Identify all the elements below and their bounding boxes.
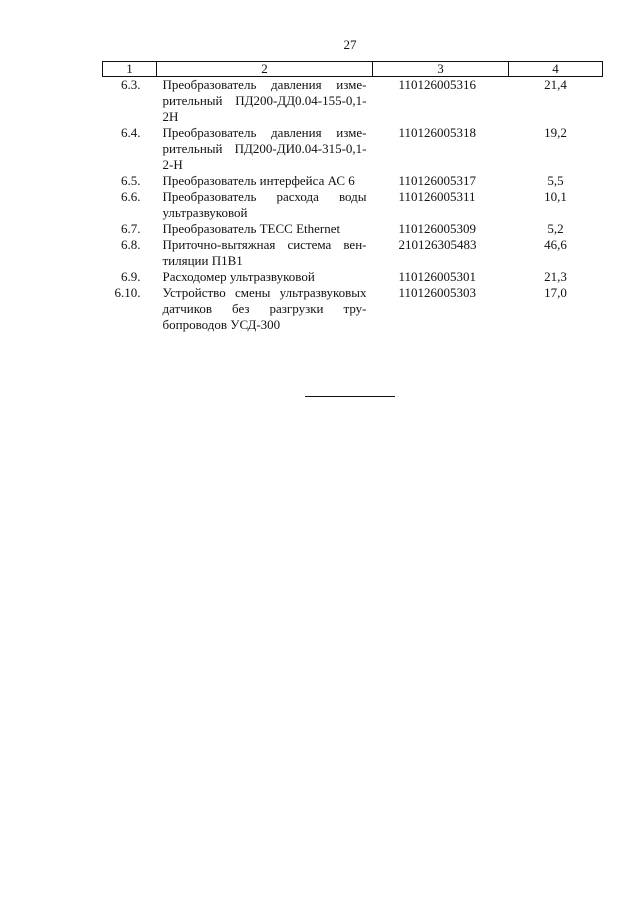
item-name: Преобразователь расхода воды ультразвуковой — [162, 189, 367, 220]
table-row — [103, 189, 603, 221]
item-code: 110126005301 — [398, 269, 477, 284]
item-code: 110126005316 — [398, 77, 477, 92]
end-divider — [305, 396, 395, 397]
equipment-table — [102, 61, 603, 333]
item-name: Преобразователь давления измерительный ПД200-ДИ0.04-315-0,1-2-Н — [162, 125, 367, 172]
item-value: 46,6 — [544, 237, 567, 252]
table-row — [103, 285, 603, 333]
item-value: 21,4 — [544, 77, 567, 92]
header-col-2: 2 — [157, 62, 373, 77]
item-value: 19,2 — [544, 125, 567, 140]
item-code: 110126005317 — [398, 173, 477, 188]
table-header — [103, 62, 603, 77]
row-number: 6.4. — [121, 125, 141, 140]
item-value: 5,2 — [547, 221, 564, 236]
item-value: 21,3 — [544, 269, 567, 284]
item-code: 110126005309 — [398, 221, 477, 236]
table-row — [103, 269, 603, 285]
row-number: 6.7. — [121, 221, 141, 236]
item-name: Расходомер ультразвуковой — [162, 269, 315, 284]
header-col-4: 4 — [509, 62, 603, 77]
table-row — [103, 173, 603, 189]
header-row — [103, 62, 603, 77]
item-value: 17,0 — [544, 285, 567, 300]
item-name: Устройство смены ультразвуковых датчиков без разгрузки трубопроводов УСД-300 — [162, 285, 367, 332]
item-name: Приточно-вытяжная система вентиляции П1В1 — [162, 237, 367, 268]
row-number: 6.8. — [121, 237, 141, 252]
row-number: 6.10. — [114, 285, 141, 300]
table-body — [103, 77, 603, 334]
table-row — [103, 221, 603, 237]
table-row — [103, 77, 603, 126]
table-row — [103, 237, 603, 269]
row-number: 6.9. — [121, 269, 141, 284]
page-number: 27 — [343, 37, 357, 52]
header-col-3: 3 — [373, 62, 509, 77]
row-number: 6.3. — [121, 77, 141, 92]
item-code: 110126005303 — [398, 285, 477, 300]
item-code: 110126005311 — [398, 189, 476, 204]
item-name: Преобразователь ТЕСС Ethernet — [162, 221, 341, 236]
item-value: 10,1 — [544, 189, 567, 204]
table-row — [103, 125, 603, 173]
header-col-1: 1 — [103, 62, 157, 77]
item-name: Преобразователь давления измерительный ПД200-ДД0.04-155-0,1-2Н — [162, 77, 367, 124]
row-number: 6.5. — [121, 173, 141, 188]
item-value: 5,5 — [547, 173, 564, 188]
row-number: 6.6. — [121, 189, 141, 204]
item-code: 210126305483 — [398, 237, 477, 252]
item-code: 110126005318 — [398, 125, 477, 140]
item-name: Преобразователь интерфейса АС 6 — [162, 173, 355, 188]
